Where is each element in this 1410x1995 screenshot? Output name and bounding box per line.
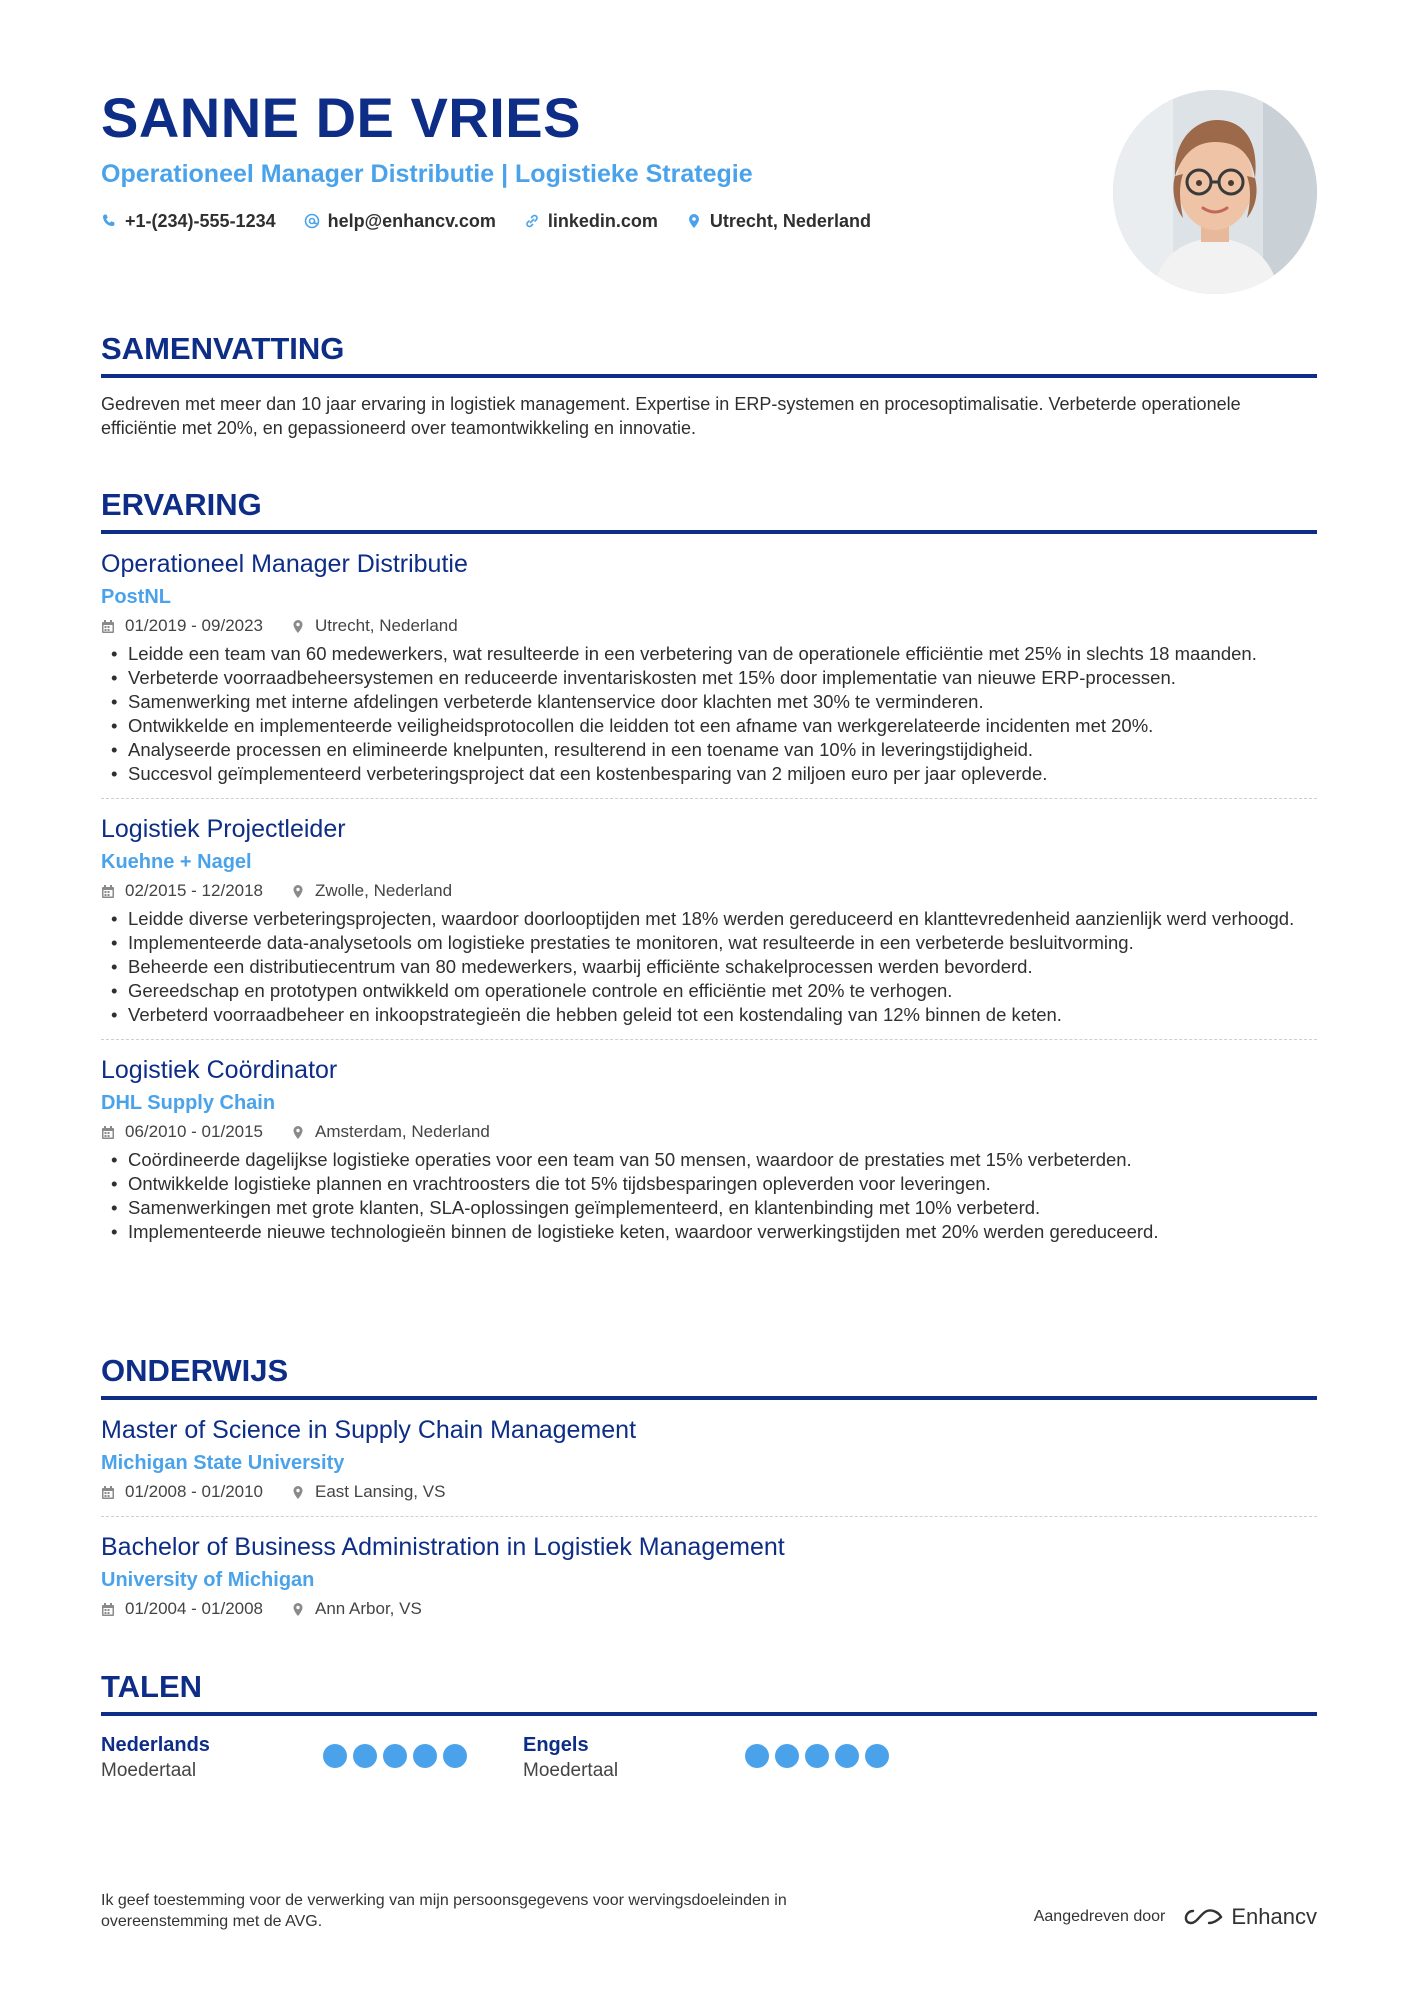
- education-heading: ONDERWIJS: [101, 1353, 289, 1388]
- list-item: • Ontwikkelde logistieke plannen en vrachtroosters die tot 5% tijdsbesparingen opleverden voor leveringen.: [101, 1172, 1317, 1196]
- language-level: Moedertaal: [523, 1760, 619, 1781]
- dates-text: 01/2008 - 01/2010: [125, 1482, 264, 1501]
- list-item: • Verbeterde voorraadbeheersystemen en reduceerde inventariskosten met 15% door implementatie van nieuwe ERP-processen.: [101, 666, 1317, 690]
- location-pin-icon: [686, 213, 702, 229]
- language-item: [101, 1732, 523, 1784]
- location-pin-icon: [291, 619, 305, 634]
- rating-dot: [835, 1744, 859, 1768]
- achievement-list: [101, 642, 1317, 786]
- job-dates: [101, 614, 263, 638]
- experience-entry: [101, 813, 1317, 1040]
- consent-text: Ik geef toestemming voor de verwerking van mijn persoonsgegevens voor wervingsdoeleinden in overeenstemming met de AVG.: [101, 1892, 787, 1930]
- list-item: • Implementeerde data-analysetools om logistieke prestaties te monitoren, wat resulteerde in een verbeterde besluitvorming.: [101, 931, 1317, 955]
- list-item: • Verbeterd voorraadbeheer en inkoopstrategieën die hebben geleid tot een kostendaling van 12% binnen de keten.: [101, 1003, 1317, 1027]
- contact-location: [686, 208, 871, 234]
- calendar-icon: [101, 884, 115, 899]
- list-item: • Beheerde een distributiecentrum van 80 medewerkers, waarbij efficiënte schakelprocessen werden bevorderd.: [101, 955, 1317, 979]
- dates-text: 01/2004 - 01/2008: [125, 1599, 264, 1618]
- list-item: • Samenwerkingen met grote klanten, SLA-oplossingen geïmplementeerd, en klantenbinding met 10% verbeterd.: [101, 1196, 1317, 1220]
- language-text: [523, 1732, 745, 1784]
- enhancv-logo-icon: [1179, 1905, 1225, 1929]
- calendar-icon: [101, 619, 115, 634]
- education-section: [101, 1352, 1317, 1621]
- calendar-icon: [101, 1125, 115, 1140]
- rating-dot: [865, 1744, 889, 1768]
- at-icon: [304, 213, 320, 229]
- language-rating: [745, 1744, 889, 1784]
- contact-email[interactable]: [304, 208, 496, 234]
- location-pin-icon: [291, 1485, 305, 1500]
- rating-dot: [383, 1744, 407, 1768]
- summary-section: [101, 330, 1317, 440]
- location-text: Utrecht, Nederland: [315, 616, 458, 635]
- education-dates: [101, 1480, 263, 1504]
- location-pin-icon: [291, 1125, 305, 1140]
- section-divider: [101, 1712, 1317, 1716]
- company-name: Kuehne + Nagel: [101, 851, 252, 873]
- link-icon: [524, 213, 540, 229]
- degree-title: Master of Science in Supply Chain Management: [101, 1416, 637, 1444]
- list-item: • Gereedschap en prototypen ontwikkeld om operationele controle en efficiëntie met 20% te verhogen.: [101, 979, 1317, 1003]
- dates-text: 01/2019 - 09/2023: [125, 616, 264, 635]
- location-text: East Lansing, VS: [315, 1482, 446, 1501]
- job-dates: [101, 879, 263, 903]
- languages-heading: TALEN: [101, 1669, 203, 1704]
- location-text: Zwolle, Nederland: [315, 881, 453, 900]
- language-name: Nederlands: [101, 1734, 210, 1756]
- candidate-name: SANNE DE VRIES: [101, 86, 581, 149]
- entry-divider: [101, 1039, 1317, 1040]
- rating-dot: [443, 1744, 467, 1768]
- list-item: • Samenwerking met interne afdelingen verbeterde klantenservice door klachten met 30% te verminderen.: [101, 690, 1317, 714]
- education-dates: [101, 1597, 263, 1621]
- location-text: Amsterdam, Nederland: [315, 1122, 490, 1141]
- achievement-list: [101, 907, 1317, 1027]
- contact-linkedin[interactable]: [524, 208, 658, 234]
- job-meta: [101, 1120, 1317, 1144]
- rating-dot: [413, 1744, 437, 1768]
- achievement-list: [101, 1148, 1317, 1244]
- location-text: Utrecht, Nederland: [709, 211, 871, 231]
- language-list: [101, 1732, 1317, 1784]
- dates-text: 02/2015 - 12/2018: [125, 881, 264, 900]
- brand-name: Enhancv: [1231, 1904, 1317, 1929]
- list-item: • Leidde een team van 60 medewerkers, wat resulteerde in een verbetering van de operationele efficiëntie met 25% in slechts 18 maanden.: [101, 642, 1317, 666]
- degree-title: Bachelor of Business Administration in Logistiek Management: [101, 1533, 785, 1561]
- powered-by-label: Aangedreven door: [1033, 1908, 1166, 1925]
- phone-text: +1-(234)-555-1234: [125, 211, 276, 231]
- contact-phone[interactable]: [101, 208, 276, 234]
- dates-text: 06/2010 - 01/2015: [125, 1122, 264, 1141]
- job-meta: [101, 879, 1317, 903]
- page-footer: [101, 1890, 1317, 1932]
- experience-entry: [101, 1054, 1317, 1244]
- job-title: Logistiek Projectleider: [101, 815, 346, 843]
- section-divider: [101, 1396, 1317, 1400]
- list-item: • Leidde diverse verbeteringsprojecten, waardoor doorlooptijden met 18% werden gereduceerd en klanttevredenheid aanzienlijk werd verhoogd.: [101, 907, 1317, 931]
- rating-dot: [805, 1744, 829, 1768]
- rating-dot: [745, 1744, 769, 1768]
- experience-heading: ERVARING: [101, 487, 262, 522]
- location-pin-icon: [291, 1602, 305, 1617]
- education-entry: [101, 1531, 1317, 1621]
- language-level: Moedertaal: [101, 1760, 197, 1781]
- education-entry: [101, 1414, 1317, 1517]
- list-item: • Coördineerde dagelijkse logistieke operaties voor een team van 50 mensen, waardoor de prestaties met 15% verbeterden.: [101, 1148, 1317, 1172]
- location-text: Ann Arbor, VS: [315, 1599, 422, 1618]
- calendar-icon: [101, 1602, 115, 1617]
- list-item: • Ontwikkelde en implementeerde veiligheidsprotocollen die leidden tot een afname van werkgerelateerde incidenten met 20%.: [101, 714, 1317, 738]
- list-item: • Succesvol geïmplementeerd verbeteringsproject dat een kostenbesparing van 2 miljoen euro per jaar opleverde.: [101, 762, 1317, 786]
- section-divider: [101, 374, 1317, 378]
- powered-by: [1034, 1902, 1317, 1932]
- education-location: [291, 1597, 422, 1621]
- list-item: • Analyseerde processen en elimineerde knelpunten, resulterend in een toename van 10% in leveringstijdigheid.: [101, 738, 1317, 762]
- experience-entry: [101, 548, 1317, 799]
- contact-list: [101, 208, 1081, 234]
- school-name: Michigan State University: [101, 1452, 345, 1474]
- language-name: Engels: [523, 1734, 589, 1756]
- education-meta: [101, 1597, 1317, 1621]
- job-location: [291, 614, 458, 638]
- language-item: [523, 1732, 945, 1784]
- summary-text: Gedreven met meer dan 10 jaar ervaring in logistiek management. Expertise in ERP-systemen en procesoptimalisatie. Verbeterde operationele efficiëntie met 20%, en gepassioneerd over teamontwikkeling en innovatie.: [101, 394, 1241, 438]
- phone-icon: [101, 213, 117, 229]
- job-location: [291, 879, 452, 903]
- education-meta: [101, 1480, 1317, 1504]
- rating-dot: [323, 1744, 347, 1768]
- education-location: [291, 1480, 445, 1504]
- summary-heading: SAMENVATTING: [101, 331, 345, 366]
- experience-section: [101, 486, 1317, 1244]
- section-divider: [101, 530, 1317, 534]
- linkedin-text: linkedin.com: [547, 211, 658, 231]
- avatar: [1113, 90, 1317, 294]
- job-meta: [101, 614, 1317, 638]
- languages-section: [101, 1668, 1317, 1784]
- resume-header: [101, 86, 1081, 234]
- portrait-photo: [1113, 90, 1317, 294]
- candidate-subtitle: Operationeel Manager Distributie | Logistieke Strategie: [101, 160, 753, 188]
- rating-dot: [353, 1744, 377, 1768]
- rating-dot: [775, 1744, 799, 1768]
- entry-divider: [101, 1516, 1317, 1517]
- brand-logo[interactable]: [1179, 1904, 1317, 1930]
- job-title: Operationeel Manager Distributie: [101, 550, 468, 578]
- job-title: Logistiek Coördinator: [101, 1056, 338, 1084]
- entry-divider: [101, 798, 1317, 799]
- location-pin-icon: [291, 884, 305, 899]
- company-name: DHL Supply Chain: [101, 1092, 276, 1114]
- job-location: [291, 1120, 490, 1144]
- language-text: [101, 1732, 323, 1784]
- calendar-icon: [101, 1485, 115, 1500]
- email-text: help@enhancv.com: [327, 211, 496, 231]
- school-name: University of Michigan: [101, 1569, 315, 1591]
- language-rating: [323, 1744, 467, 1784]
- list-item: • Implementeerde nieuwe technologieën binnen de logistieke keten, waardoor verwerkingstijden met 20% werden gereduceerd.: [101, 1220, 1317, 1244]
- company-name: PostNL: [101, 586, 171, 608]
- job-dates: [101, 1120, 263, 1144]
